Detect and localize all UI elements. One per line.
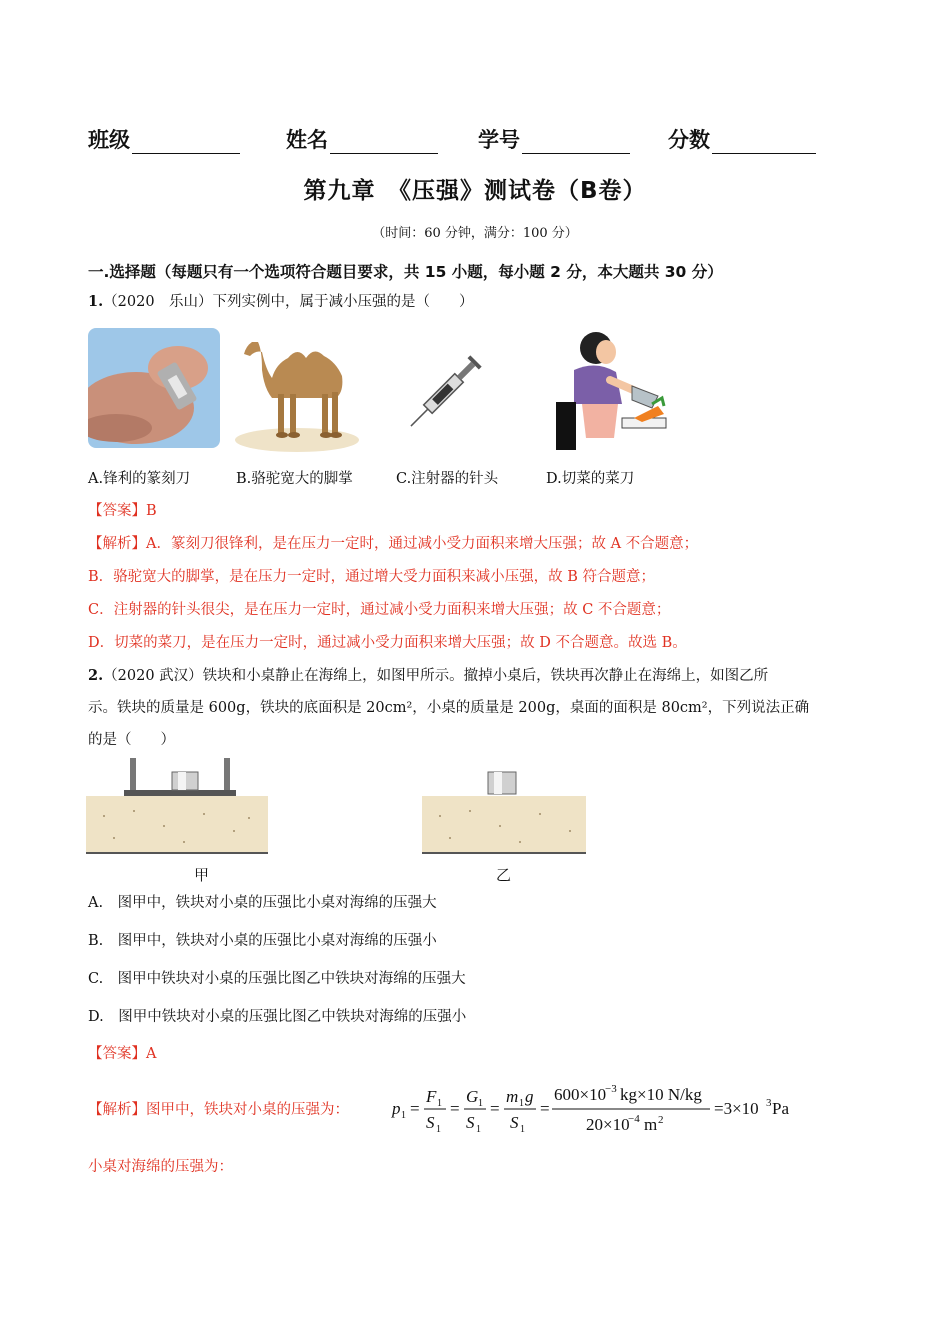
class-blank[interactable] bbox=[132, 131, 240, 154]
formula-S3: S bbox=[510, 1113, 519, 1132]
page-title: 第九章 《压强》测试卷（B卷） bbox=[303, 178, 647, 204]
name-field[interactable]: 姓名 bbox=[286, 124, 438, 154]
formula-result: =3×10 bbox=[714, 1099, 759, 1118]
svg-text:=: = bbox=[490, 1099, 500, 1118]
student-id-field[interactable]: 学号 bbox=[478, 124, 630, 154]
formula-den: 20×10 bbox=[586, 1115, 630, 1134]
q2-analysis-intro: 【解析】图甲中，铁块对小桌的压强为： bbox=[88, 1102, 349, 1118]
formula-F: F bbox=[426, 1087, 437, 1106]
formula-g: g bbox=[525, 1087, 534, 1106]
q1-option-a[interactable]: A.锋利的篆刻刀 bbox=[88, 471, 191, 487]
q2-option-a[interactable]: A. 图甲中，铁块对小桌的压强比小桌对海绵的压强大 bbox=[88, 895, 437, 911]
formula-S2-sub: 1 bbox=[476, 1124, 481, 1135]
class-field[interactable]: 班级 bbox=[88, 124, 240, 154]
formula-S1-sub: 1 bbox=[436, 1124, 441, 1135]
svg-text:=: = bbox=[450, 1099, 460, 1118]
figure-yi bbox=[420, 756, 588, 858]
formula-den-sq: 2 bbox=[658, 1114, 664, 1126]
formula-F-sub: 1 bbox=[437, 1098, 442, 1109]
chef-cutting-image bbox=[552, 326, 668, 452]
formula-num: 600×10 bbox=[554, 1085, 607, 1104]
q2-option-c[interactable]: C. 图甲中铁块对小桌的压强比图乙中铁块对海绵的压强大 bbox=[88, 971, 466, 987]
q2-analysis-next: 小桌对海绵的压强为： bbox=[88, 1159, 233, 1175]
name-blank[interactable] bbox=[330, 131, 438, 154]
q1-answer: 【答案】B bbox=[88, 503, 157, 519]
camel-image bbox=[232, 322, 362, 452]
syringe-image bbox=[400, 340, 495, 440]
figure-yi-label: 乙 bbox=[496, 866, 512, 884]
q1-option-d[interactable]: D.切菜的菜刀 bbox=[546, 471, 635, 487]
score-field[interactable]: 分数 bbox=[668, 124, 816, 154]
q1-stem: 1.（2020 乐山）下列实例中，属于减小压强的是（ ） bbox=[88, 293, 474, 310]
formula-G: G bbox=[466, 1087, 479, 1106]
formula-m-sub: 1 bbox=[519, 1098, 524, 1109]
q2-stem-line-3: 的是（ ） bbox=[88, 732, 175, 748]
figure-jia-label: 甲 bbox=[194, 866, 210, 884]
score-blank[interactable] bbox=[712, 131, 816, 154]
q1-analysis-line-4: D．切菜的菜刀，是在压力一定时，通过减小受力面积来增大压强；故 D 不合题意。故选 B。 bbox=[88, 635, 687, 651]
formula-S3-sub: 1 bbox=[520, 1124, 525, 1135]
q2-stem-line-2: 示。铁块的质量是 600g，铁块的底面积是 20cm²，小桌的质量是 200g，桌面的面积是 80cm²，下列说法正确 bbox=[88, 700, 810, 716]
q1-option-b[interactable]: B.骆驼宽大的脚掌 bbox=[236, 471, 353, 487]
svg-text:=: = bbox=[540, 1099, 550, 1118]
figure-jia bbox=[84, 756, 270, 858]
student-id-blank[interactable] bbox=[522, 131, 630, 154]
exam-subtitle: （时间：60 分钟，满分：100 分） bbox=[372, 226, 578, 241]
q1-analysis-line-2: B．骆驼宽大的脚掌，是在压力一定时，通过增大受力面积来减小压强，故 B 符合题意； bbox=[88, 569, 656, 585]
formula-S1: S bbox=[426, 1113, 435, 1132]
student-info-row bbox=[88, 124, 868, 154]
formula-S2: S bbox=[466, 1113, 475, 1132]
q1-analysis-line-1: 【解析】A．篆刻刀很锋利，是在压力一定时，通过减小受力面积来增大压强；故 A 不合题意； bbox=[88, 536, 699, 552]
formula-p-sub: 1 bbox=[401, 1110, 406, 1121]
pressure-formula bbox=[388, 1080, 808, 1140]
formula-den-tail: m bbox=[644, 1115, 658, 1134]
formula-p: p bbox=[392, 1099, 401, 1118]
q1-option-c[interactable]: C.注射器的针头 bbox=[396, 471, 499, 487]
q2-option-d[interactable]: D. 图甲中铁块对小桌的压强比图乙中铁块对海绵的压强小 bbox=[88, 1009, 467, 1025]
q2-option-b[interactable]: B. 图甲中，铁块对小桌的压强比小桌对海绵的压强小 bbox=[88, 933, 437, 949]
q1-analysis-line-3: C．注射器的针头很尖，是在压力一定时，通过减小受力面积来增大压强；故 C 不合题意； bbox=[88, 602, 671, 618]
formula-G-sub: 1 bbox=[478, 1098, 483, 1109]
formula-num-exp: −3 bbox=[605, 1083, 617, 1095]
formula-unit: Pa bbox=[772, 1099, 789, 1118]
section-heading: 一.选择题（每题只有一个选项符合题目要求，共 15 小题，每小题 2 分，本大题共 30 分） bbox=[88, 263, 723, 281]
q2-answer: 【答案】A bbox=[88, 1046, 157, 1062]
formula-den-exp: −4 bbox=[628, 1113, 640, 1125]
formula-num-tail: kg×10 N/kg bbox=[620, 1085, 702, 1104]
q2-stem-line-1: 2.（2020 武汉）铁块和小桌静止在海绵上，如图甲所示。撤掉小桌后，铁块再次静止在海绵上，如图乙所 bbox=[88, 667, 769, 684]
formula-result-exp: 3 bbox=[766, 1097, 772, 1109]
seal-knife-image bbox=[88, 328, 220, 448]
svg-text:=: = bbox=[410, 1099, 420, 1118]
formula-m: m bbox=[506, 1087, 519, 1106]
